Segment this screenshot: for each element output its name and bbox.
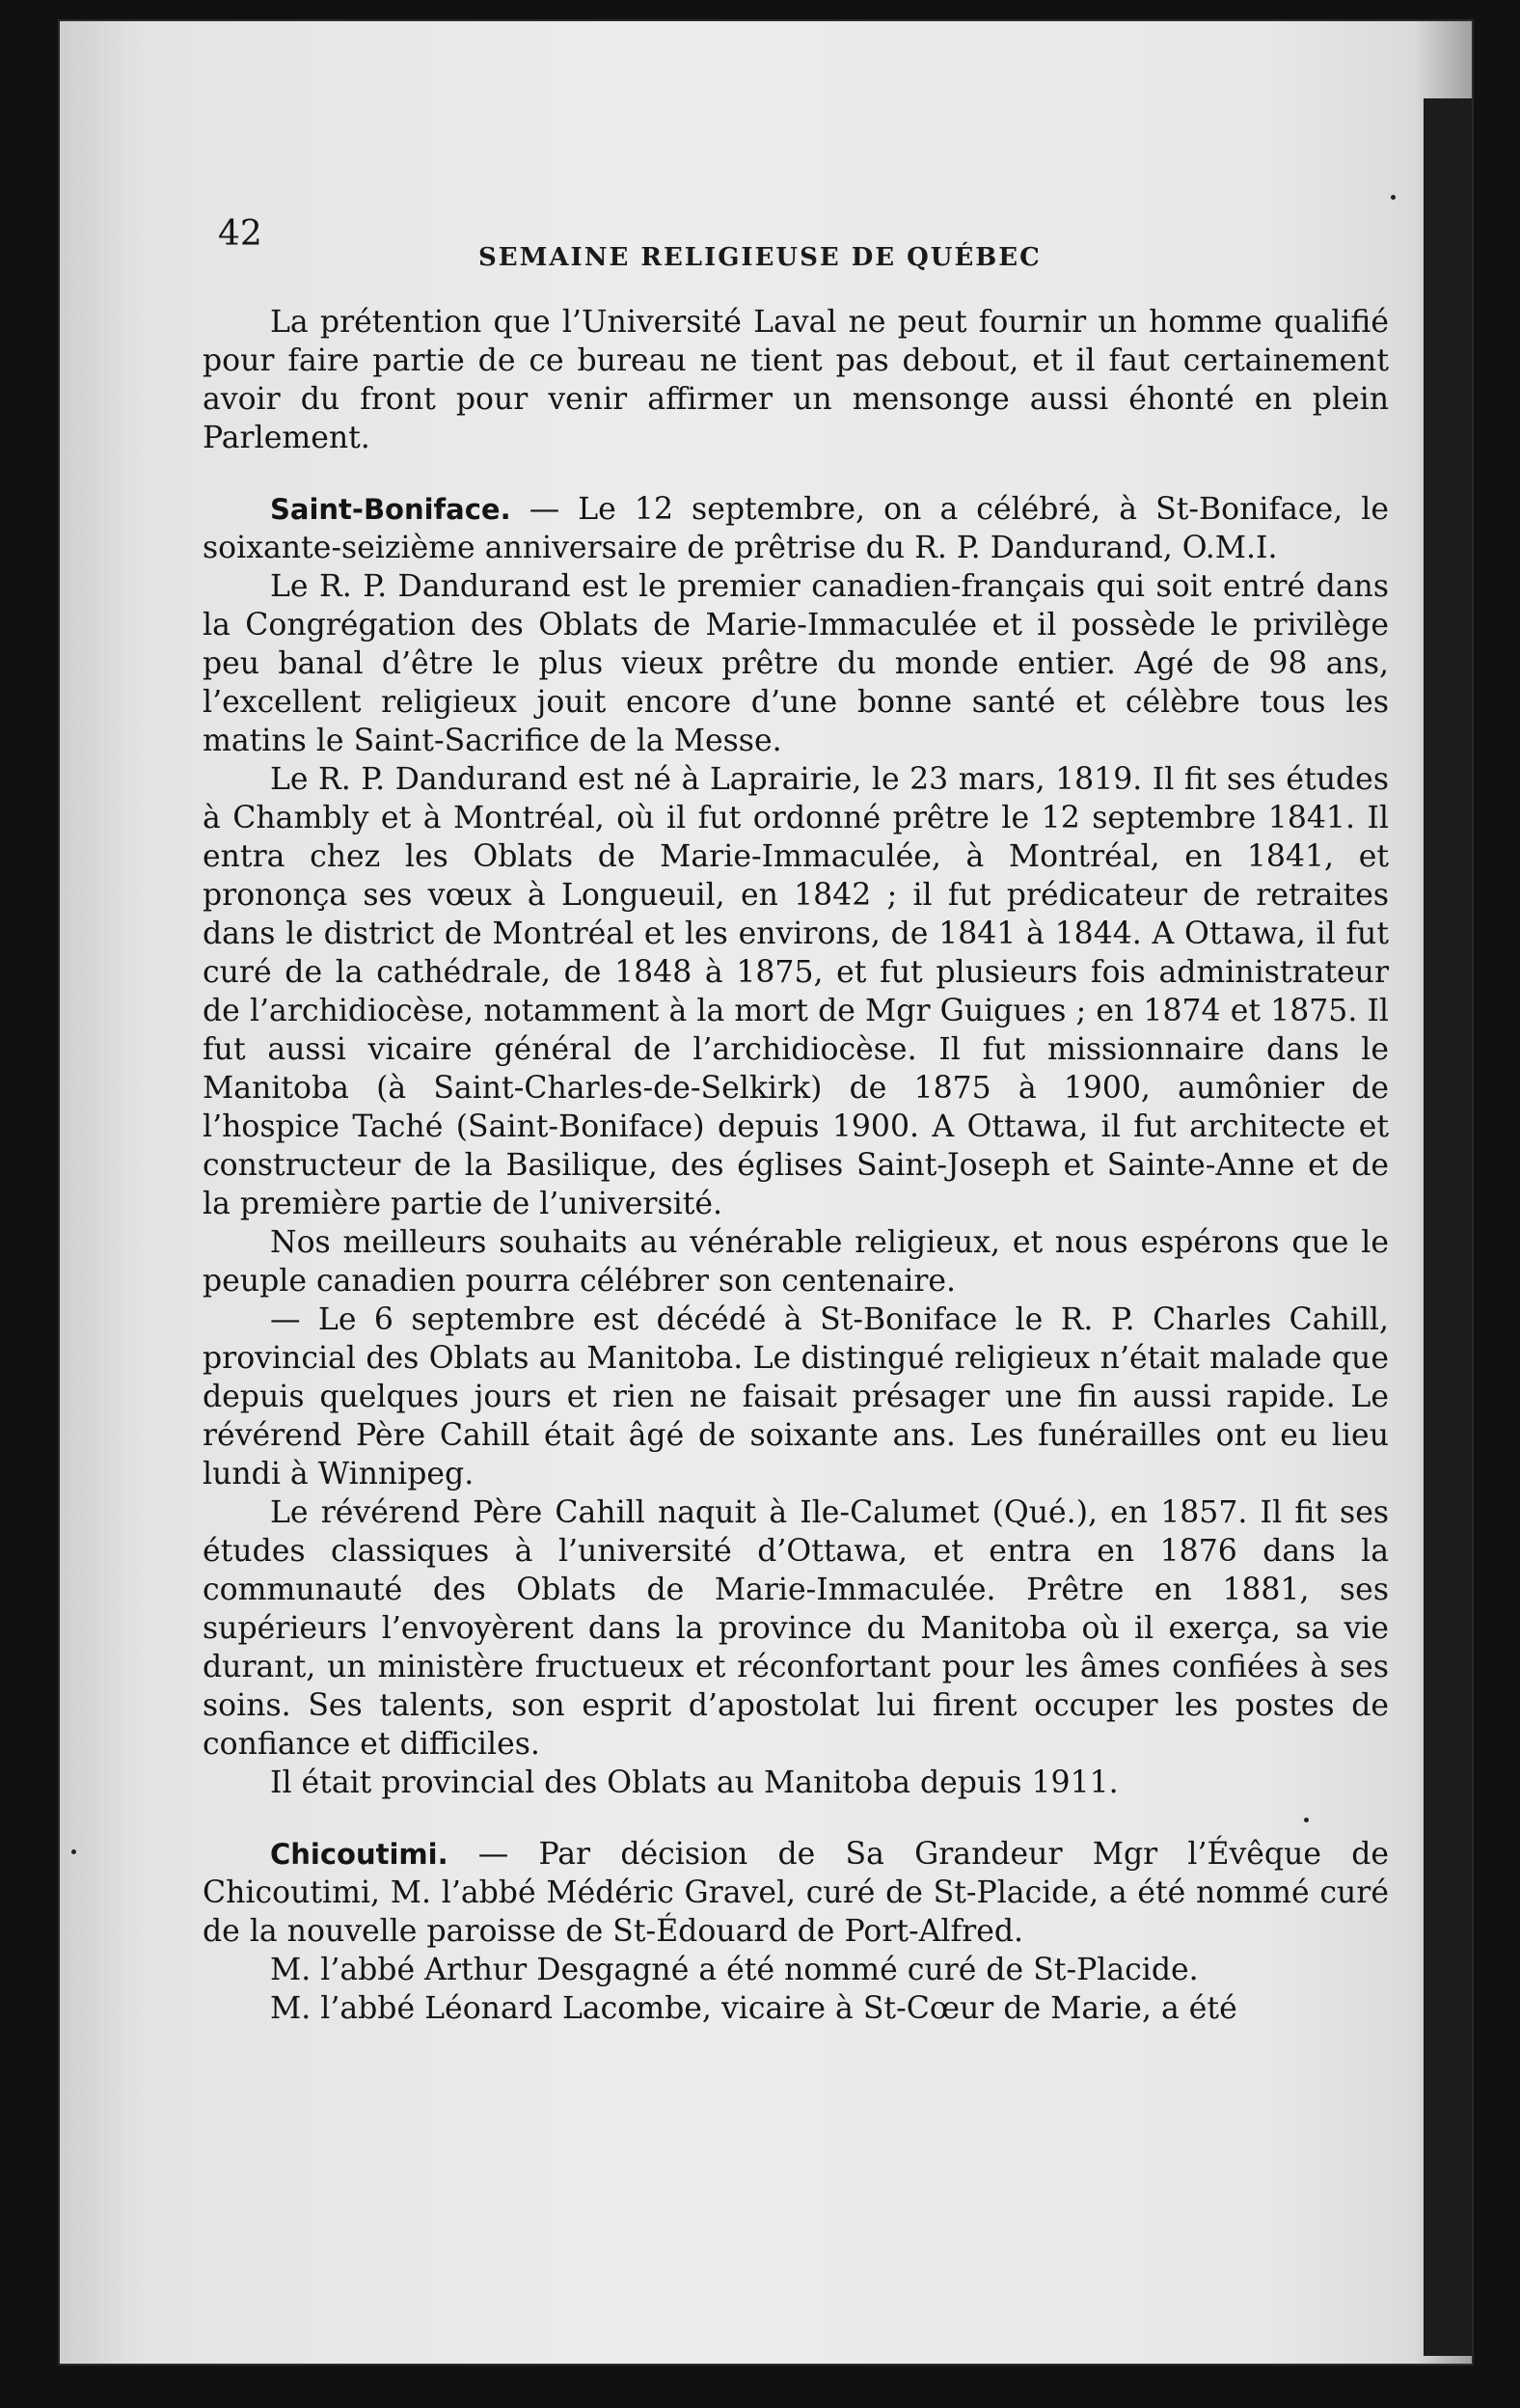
page-header <box>218 214 1404 272</box>
paragraph: Nos meilleurs souhaits au vénérable religieux, et nous espérons que le peuple canadien pourra célébrer son centenaire. <box>203 1225 1389 1299</box>
paragraph: — Le 6 septembre est décédé à St-Boniface le R. P. Charles Cahill, provincial des Oblats au Manitoba. Le distingué religieux n’était malade que depuis quelques jours et rien ne faisait présager une fin aussi rapide. Le révérend Père Cahill était âgé de soixante ans. Les funérailles ont eu lieu lundi à Winnipeg. <box>203 1302 1389 1491</box>
page-number: 42 <box>218 214 262 254</box>
scan-speck <box>71 1849 76 1854</box>
chicoutimi-heading: Chicoutimi. <box>270 1838 448 1871</box>
paragraph: M. l’abbé Arthur Desgagné a été nommé curé de St-Placide. <box>270 1953 1199 1987</box>
running-title: SEMAINE RELIGIEUSE DE QUÉBEC <box>478 243 1042 272</box>
body-text <box>203 303 1389 2028</box>
section-saint-boniface <box>203 490 1389 1802</box>
section-chicoutimi <box>203 1835 1389 2028</box>
chicoutimi-lead: — Par décision de Sa Grandeur Mgr l’Évêque de Chicoutimi, M. l’abbé Médéric Gravel, curé de St-Placide, a été nommé curé de la nouvelle paroisse de St-Édouard de Port-Alfred. <box>203 1837 1389 1949</box>
paragraph: M. l’abbé Léonard Lacombe, vicaire à St-Cœur de Marie, a été <box>270 1991 1237 2026</box>
paragraph: Il était provincial des Oblats au Manitoba depuis 1911. <box>270 1765 1119 1800</box>
paragraph: Le R. P. Dandurand est le premier canadien-français qui soit entré dans la Congrégation des Oblats de Marie-Immaculée et il possède le privilège peu banal d’être le plus vieux prêtre du monde entier. Agé de 98 ans, l’excellent religieux jouit encore d’une bonne santé et célèbre tous les matins le Saint-Sacrifice de la Messe. <box>203 569 1389 758</box>
saint-boniface-lead: — Le 12 septembre, on a célébré, à St-Boniface, le soixante-seizième anniversaire de prêtrise du R. P. Dandurand, O.M.I. <box>203 492 1389 565</box>
paragraph: Le révérend Père Cahill naquit à Ile-Calumet (Qué.), en 1857. Il fit ses études classiques à l’université d’Ottawa, et entra en 1876 dans la communauté des Oblats de Marie-Immaculée. Prêtre en 1881, ses supérieurs l’envoyèrent dans la province du Manitoba où il exerça, sa vie durant, un ministère fructueux et réconfortant pour les âmes confiées à ses soins. Ses talents, son esprit d’apostolat lui firent occuper les postes de confiance et difficiles. <box>203 1495 1389 1762</box>
page-gutter <box>1424 98 1472 2356</box>
scan-speck <box>1304 1818 1309 1822</box>
chicoutimi-lead-paragraph <box>203 1835 1389 1951</box>
saint-boniface-lead-paragraph <box>203 490 1389 567</box>
paragraph: Le R. P. Dandurand est né à Laprairie, le 23 mars, 1819. Il fit ses études à Chambly et à Montréal, où il fut ordonné prêtre le 12 septembre 1841. Il entra chez les Oblats de Marie-Immaculée, à Montréal, en 1841, et prononça ses vœux à Longueuil, en 1842 ; il fut prédicateur de retraites dans le district de Montréal et les environs, de 1841 à 1844. A Ottawa, il fut curé de la cathédrale, de 1848 à 1875, et fut plusieurs fois administrateur de l’archidiocèse, notamment à la mort de Mgr Guigues ; en 1874 et 1875. Il fut aussi vicaire général de l’archidiocèse. Il fut missionnaire dans le Manitoba (à Saint-Charles-de-Selkirk) de 1875 à 1900, aumônier de l’hospice Taché (Saint-Boniface) depuis 1900. A Ottawa, il fut architecte et constructeur de la Basilique, des églises Saint-Joseph et Sainte-Anne et de la première partie de l’université. <box>203 762 1389 1221</box>
scan-speck <box>1391 195 1396 200</box>
intro-paragraph: La prétention que l’Université Laval ne peut fournir un homme qualifié pour faire partie de ce bureau ne tient pas debout, et il faut certainement avoir du front pour venir affirmer un mensonge aussi éhonté en plein Parlement. <box>203 305 1389 455</box>
book-page <box>60 21 1472 2364</box>
saint-boniface-heading: Saint-Boniface. <box>270 493 511 526</box>
